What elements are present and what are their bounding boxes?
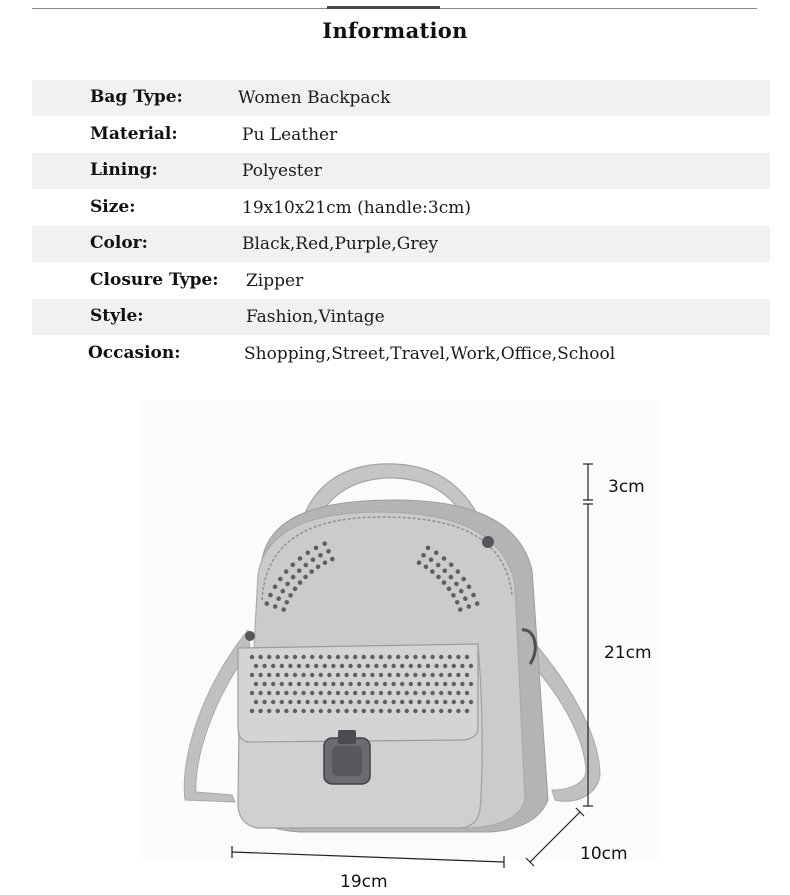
stud (303, 575, 308, 580)
stud (310, 691, 314, 695)
stud (471, 593, 476, 598)
depth-dim-line (530, 812, 580, 862)
stud (284, 709, 288, 713)
stud (447, 587, 452, 592)
left-ring (245, 631, 255, 641)
stud (422, 691, 426, 695)
stud (379, 655, 383, 659)
spec-value: Black,Red,Purple,Grey (242, 234, 439, 254)
stud (348, 664, 352, 668)
stud (469, 682, 473, 686)
stud (319, 709, 323, 713)
stud (316, 565, 321, 570)
stud (273, 585, 278, 590)
stud (456, 569, 461, 574)
stud (288, 664, 292, 668)
zipper-pull (482, 536, 494, 548)
stud (426, 664, 430, 668)
stud (370, 691, 374, 695)
stud (336, 709, 340, 713)
stud (475, 601, 480, 606)
stud (340, 700, 344, 704)
stud (430, 569, 435, 574)
height-dimension-label: 21cm (604, 643, 652, 663)
stud (424, 565, 429, 570)
stud (413, 709, 417, 713)
stud (434, 551, 439, 556)
stud (262, 664, 266, 668)
stud (284, 673, 288, 677)
stud (405, 691, 409, 695)
stud (429, 558, 434, 563)
stud (449, 575, 454, 580)
stud (448, 673, 452, 677)
stud (331, 664, 335, 668)
stud (370, 655, 374, 659)
stud (331, 700, 335, 704)
stud (465, 691, 469, 695)
stud (327, 673, 331, 677)
stud (439, 655, 443, 659)
stud (254, 682, 258, 686)
spec-value: Polyester (242, 161, 322, 181)
stud (298, 580, 303, 585)
stud (379, 709, 383, 713)
stud (434, 700, 438, 704)
stud (288, 682, 292, 686)
spec-label: Bag Type: (90, 87, 183, 107)
stud (443, 569, 448, 574)
stud (276, 709, 280, 713)
stud (460, 700, 464, 704)
stud (413, 673, 417, 677)
stud (379, 673, 383, 677)
stud (262, 682, 266, 686)
stud (391, 682, 395, 686)
stud (461, 577, 466, 582)
stud (383, 682, 387, 686)
stud (456, 691, 460, 695)
stud (276, 596, 281, 601)
stud (362, 709, 366, 713)
spec-label: Lining: (90, 160, 158, 180)
stud (357, 700, 361, 704)
stud (297, 569, 302, 574)
spec-label: Closure Type: (90, 269, 219, 290)
stud (469, 664, 473, 668)
stud (417, 682, 421, 686)
stud (267, 655, 271, 659)
stud (455, 600, 460, 605)
stud (326, 549, 331, 554)
stud (443, 700, 447, 704)
stud (439, 691, 443, 695)
stud (362, 673, 366, 677)
stud (400, 664, 404, 668)
stud (449, 563, 454, 568)
stud (271, 682, 275, 686)
stud (258, 655, 262, 659)
stud (284, 691, 288, 695)
stud (330, 557, 335, 562)
stud (454, 582, 459, 587)
stud (304, 563, 309, 568)
stud (430, 673, 434, 677)
stud (293, 709, 297, 713)
stud (267, 673, 271, 677)
stud (426, 546, 431, 551)
stud (323, 664, 327, 668)
stud (291, 563, 296, 568)
stud (443, 682, 447, 686)
stud (456, 709, 460, 713)
stud (396, 691, 400, 695)
stud (318, 553, 323, 558)
stud (409, 700, 413, 704)
clasp-inner (332, 746, 362, 776)
stud (301, 655, 305, 659)
stud (314, 546, 319, 551)
width-dim-line (232, 852, 504, 862)
spec-value: Shopping,Street,Travel,Work,Office,School (244, 343, 616, 364)
stud (250, 709, 254, 713)
stud (250, 673, 254, 677)
stud (357, 664, 361, 668)
stud (340, 664, 344, 668)
stud (301, 673, 305, 677)
stud (465, 709, 469, 713)
stud (451, 593, 456, 598)
stud (267, 691, 271, 695)
stud (293, 655, 297, 659)
stud (396, 709, 400, 713)
stud (348, 682, 352, 686)
stud (280, 700, 284, 704)
stud (417, 560, 422, 565)
stud (310, 709, 314, 713)
stud (387, 691, 391, 695)
stud (293, 691, 297, 695)
stud (280, 664, 284, 668)
stud (396, 655, 400, 659)
stud (344, 691, 348, 695)
stud (344, 709, 348, 713)
stud (281, 607, 286, 612)
stud (430, 709, 434, 713)
spec-label: Color: (90, 233, 148, 253)
stud (262, 700, 266, 704)
stud (413, 691, 417, 695)
stud (323, 682, 327, 686)
stud (297, 682, 301, 686)
stud (439, 709, 443, 713)
stud (281, 589, 286, 594)
stud (387, 655, 391, 659)
stud (379, 691, 383, 695)
stud (327, 709, 331, 713)
stud (273, 604, 278, 609)
stud (293, 587, 298, 592)
stud (426, 682, 430, 686)
stud (285, 600, 290, 605)
stud (391, 700, 395, 704)
stud (314, 664, 318, 668)
stud (306, 551, 311, 556)
stud (405, 673, 409, 677)
stud (267, 709, 271, 713)
stud (293, 673, 297, 677)
stud (301, 709, 305, 713)
stud (311, 558, 316, 563)
spec-label: Material: (90, 123, 178, 144)
stud (323, 700, 327, 704)
stud (314, 700, 318, 704)
stud (344, 655, 348, 659)
stud (280, 682, 284, 686)
stud (383, 700, 387, 704)
stud (448, 655, 452, 659)
stud (298, 556, 303, 561)
stud (430, 655, 434, 659)
stud (314, 682, 318, 686)
stud (452, 664, 456, 668)
stud (463, 596, 468, 601)
stud (366, 682, 370, 686)
stud (305, 682, 309, 686)
spec-value: Pu Leather (242, 124, 338, 145)
stud (436, 575, 441, 580)
stud (322, 541, 327, 546)
stud (327, 655, 331, 659)
stud (323, 560, 328, 565)
stud (284, 655, 288, 659)
stud (417, 664, 421, 668)
stud (254, 700, 258, 704)
stud (405, 655, 409, 659)
stud (417, 700, 421, 704)
spec-label: Size: (90, 196, 136, 217)
stud (467, 585, 472, 590)
stud (258, 709, 262, 713)
stud (366, 700, 370, 704)
stud (396, 673, 400, 677)
stud (448, 691, 452, 695)
stud (391, 664, 395, 668)
stud (336, 673, 340, 677)
stud (310, 655, 314, 659)
stud (265, 601, 270, 606)
stud (422, 709, 426, 713)
stud (278, 577, 283, 582)
stud (448, 709, 452, 713)
stud (436, 563, 441, 568)
spec-value: Women Backpack (238, 88, 391, 108)
width-dimension-label: 19cm (340, 872, 388, 892)
stud (469, 700, 473, 704)
stud (319, 655, 323, 659)
stud (285, 582, 290, 587)
stud (276, 691, 280, 695)
page-title: Information (322, 18, 468, 43)
stud (305, 700, 309, 704)
stud (439, 673, 443, 677)
stud (421, 553, 426, 558)
spec-label: Occasion: (88, 342, 181, 363)
stud (422, 655, 426, 659)
stud (460, 664, 464, 668)
stud (452, 700, 456, 704)
stud (460, 682, 464, 686)
stud (370, 673, 374, 677)
stud (434, 682, 438, 686)
stud (340, 682, 344, 686)
stud (310, 673, 314, 677)
stud (297, 664, 301, 668)
stud (409, 682, 413, 686)
stud (362, 655, 366, 659)
stud (374, 700, 378, 704)
stud (353, 673, 357, 677)
stud (467, 604, 472, 609)
stud (383, 664, 387, 668)
stud (409, 664, 413, 668)
stud (284, 569, 289, 574)
stud (301, 691, 305, 695)
stud (366, 664, 370, 668)
stud (443, 664, 447, 668)
stud (353, 691, 357, 695)
stud (357, 682, 361, 686)
stud (426, 700, 430, 704)
stud (413, 655, 417, 659)
stud (344, 673, 348, 677)
stud (465, 655, 469, 659)
stud (319, 691, 323, 695)
depth-dimension-label: 10cm (580, 844, 628, 864)
stud (458, 607, 463, 612)
stud (297, 700, 301, 704)
stud (442, 580, 447, 585)
stud (387, 673, 391, 677)
stud (456, 673, 460, 677)
stud (331, 682, 335, 686)
spec-label: Style: (90, 306, 144, 326)
stud (459, 589, 464, 594)
stud (353, 709, 357, 713)
spec-value: Fashion,Vintage (246, 307, 385, 327)
stud (336, 655, 340, 659)
stud (327, 691, 331, 695)
stud (319, 673, 323, 677)
clasp-tab (338, 730, 356, 744)
handle-dimension-label: 3cm (608, 477, 645, 497)
stud (336, 691, 340, 695)
stud (250, 691, 254, 695)
stud (422, 673, 426, 677)
stud (276, 673, 280, 677)
stud (305, 664, 309, 668)
stud (288, 700, 292, 704)
spec-value: Zipper (246, 270, 304, 291)
stud (348, 700, 352, 704)
stud (258, 691, 262, 695)
stud (271, 700, 275, 704)
stud (353, 655, 357, 659)
stud (434, 664, 438, 668)
stud (442, 556, 447, 561)
stud (400, 682, 404, 686)
stud (400, 700, 404, 704)
stud (250, 655, 254, 659)
stud (258, 673, 262, 677)
spec-value: 19x10x21cm (handle:3cm) (242, 197, 471, 218)
stud (362, 691, 366, 695)
stud (456, 655, 460, 659)
stud (430, 691, 434, 695)
stud (271, 664, 275, 668)
stud (370, 709, 374, 713)
stud (465, 673, 469, 677)
stud (452, 682, 456, 686)
stud (288, 593, 293, 598)
stud (374, 682, 378, 686)
stud (374, 664, 378, 668)
stud (268, 593, 273, 598)
stud (309, 569, 314, 574)
stud (291, 575, 296, 580)
stud (387, 709, 391, 713)
stud (254, 664, 258, 668)
stud (276, 655, 280, 659)
stud (405, 709, 409, 713)
